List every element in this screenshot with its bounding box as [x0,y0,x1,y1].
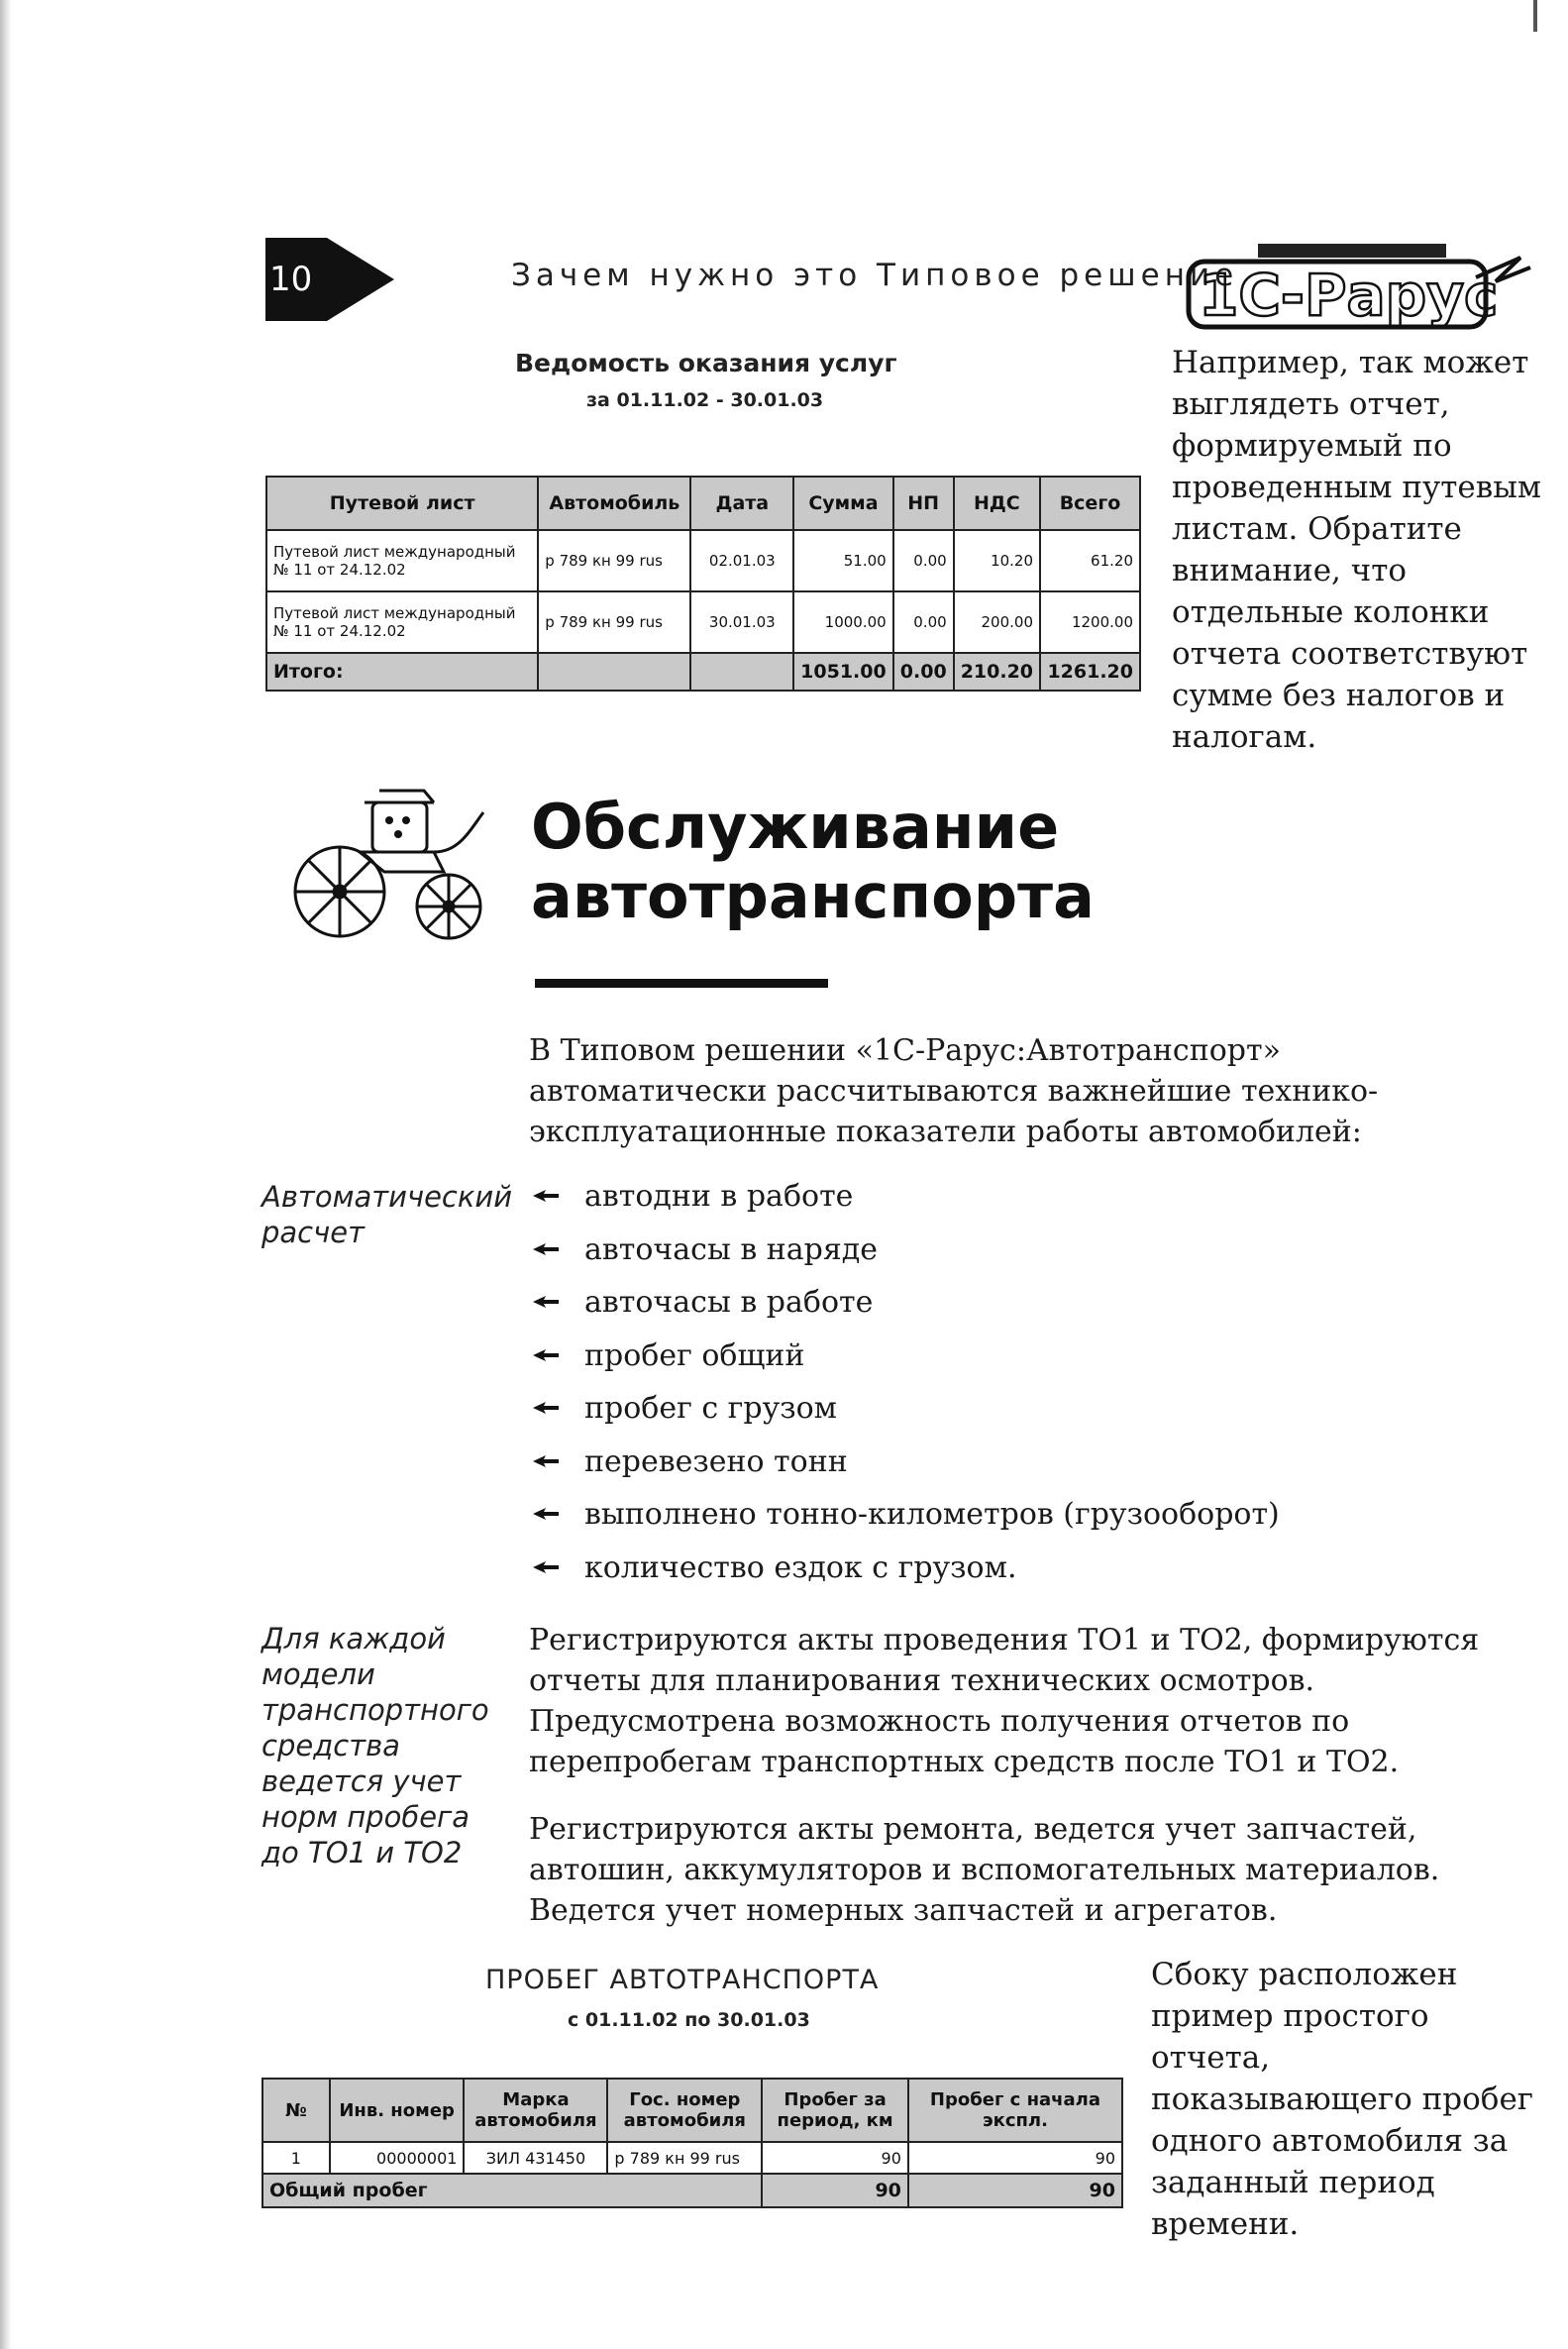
list-item-label: авточасы в наряде [584,1231,879,1267]
section-title-line: Обслуживание [531,791,1060,863]
totals-period-mileage: 90 [762,2174,908,2207]
column-header: Пробег за период, км [762,2079,908,2142]
list-item-label: количество ездок с грузом. [584,1549,1017,1585]
list-item [529,1391,1280,1444]
total-cell: 1200.00 [1040,591,1140,653]
list-item [529,1497,1280,1550]
pointer-icon [529,1232,584,1268]
mileage-report-table [261,2078,1123,2208]
column-header: НДС [954,477,1040,530]
section-title [531,793,1095,931]
column-header: Всего [1040,477,1140,530]
totals-np: 0.00 [893,653,954,691]
list-item [529,1444,1280,1498]
total-mileage: 90 [908,2142,1122,2174]
scan-mark [1533,0,1537,32]
row-number: 1 [262,2142,330,2174]
date-cell: 02.01.03 [690,530,793,591]
list-item-label: пробег общий [584,1337,805,1373]
indicator-list [529,1179,1280,1603]
body-paragraph: Регистрируются акты проведения ТО1 и ТО2, формируются отчеты для планирования технических осмотров. Предусмотрена возможность получения отчетов по перепробегам транспортных средств после ТО1 и ТО2. [529,1623,1480,1779]
list-item-label: выполнено тонно-километров (грузооборот) [584,1497,1280,1532]
report2-caption: Сбоку расположен пример простого отчета, показывающего пробег одного автомобиля за заданный период времени. [1151,1957,1534,2242]
column-header: Пробег с начала экспл. [908,2079,1122,2142]
totals-row [262,2174,1122,2207]
title-rule [535,979,828,988]
empty-cell [538,653,690,691]
intro-paragraph: В Типовом решении «1С-Рарус:Автотранспорт» автоматически рассчитываются важнейшие технико-эксплуатационные показатели работы автомобилей: [529,1033,1379,1149]
column-header: Марка автомобиля [464,2079,607,2142]
np-cell: 0.00 [893,530,954,591]
total-cell: 61.20 [1040,530,1140,591]
column-header: НП [893,477,954,530]
section-title-line: автотранспорта [531,860,1095,932]
carriage-icon [285,773,493,951]
body-paragraph: Регистрируются акты ремонта, ведется учет запчастей, автошин, аккумуляторов и вспомогательных материалов. Ведется учет номерных запчастей и агрегатов. [529,1812,1440,1928]
column-header: Автомобиль [538,477,690,530]
plate-number: р 789 кн 99 rus [607,2142,762,2174]
table-header-row [262,2079,1122,2142]
margin-note: Для каждой модели транспортного средства ведется учет норм пробега до ТО1 и ТО2 [261,1622,489,1869]
vat-cell: 200.00 [954,591,1040,653]
list-item [529,1338,1280,1392]
column-header: Инв. номер [330,2079,465,2142]
list-item-label: автодни в работе [584,1179,854,1214]
column-header: Дата [690,477,793,530]
car-model: ЗИЛ 431450 [464,2142,607,2174]
logo-text: 1С-Рарус [1199,262,1499,329]
list-item-label: авточасы в работе [584,1285,874,1320]
doc-cell: Путевой лист международный № 11 от 24.12.02 [266,530,538,591]
doc-cell: Путевой лист международный № 11 от 24.12.02 [266,591,538,653]
list-item [529,1550,1280,1604]
scan-edge [0,0,12,2349]
table-header-row [266,477,1140,530]
list-item-label: перевезено тонн [584,1443,848,1479]
column-header: Путевой лист [266,477,538,530]
brand-logo [1179,238,1535,337]
pointer-icon [529,1550,584,1586]
page-number: 10 [269,260,313,299]
date-cell: 30.01.03 [690,591,793,653]
report2-title: ПРОБЕГ АВТОТРАНСПОРТА [485,1965,880,1995]
table-row [266,530,1140,591]
totals-sum: 1051.00 [793,653,893,691]
services-report-table [265,476,1141,692]
list-item [529,1285,1280,1338]
pointer-icon [529,1444,584,1480]
report1-caption: Например, так может выглядеть отчет, формируемый по проведенным путевым листам. Обратите внимание, что отдельные колонки отчета соответствуют сумме без налогов и налогам. [1172,345,1541,755]
header-title: Зачем нужно это Типовое решение [511,258,1239,293]
column-header: № [262,2079,330,2142]
inventory-number: 00000001 [330,2142,465,2174]
sum-cell: 1000.00 [793,591,893,653]
list-item [529,1179,1280,1232]
pointer-icon [529,1179,584,1215]
report1-period: за 01.11.02 - 30.01.03 [586,389,824,411]
car-cell: р 789 кн 99 rus [538,530,690,591]
car-cell: р 789 кн 99 rus [538,591,690,653]
column-header: Сумма [793,477,893,530]
vat-cell: 10.20 [954,530,1040,591]
totals-total: 1261.20 [1040,653,1140,691]
margin-note: Автоматический расчет [261,1180,513,1249]
totals-label: Итого: [266,653,538,691]
pointer-icon [529,1497,584,1533]
totals-total-mileage: 90 [908,2174,1122,2207]
totals-vat: 210.20 [954,653,1040,691]
table-row [266,591,1140,653]
sum-cell: 51.00 [793,530,893,591]
np-cell: 0.00 [893,591,954,653]
pointer-icon [529,1338,584,1374]
report2-period: с 01.11.02 по 30.01.03 [568,2009,810,2031]
pointer-icon [529,1285,584,1321]
table-row [262,2142,1122,2174]
list-item [529,1232,1280,1286]
totals-row [266,653,1140,691]
pointer-icon [529,1391,584,1427]
period-mileage: 90 [762,2142,908,2174]
empty-cell [690,653,793,691]
list-item-label: пробег с грузом [584,1391,837,1426]
totals-label: Общий пробег [262,2174,762,2207]
column-header: Гос. номер автомобиля [607,2079,762,2142]
report1-title: Ведомость оказания услуг [515,349,897,377]
